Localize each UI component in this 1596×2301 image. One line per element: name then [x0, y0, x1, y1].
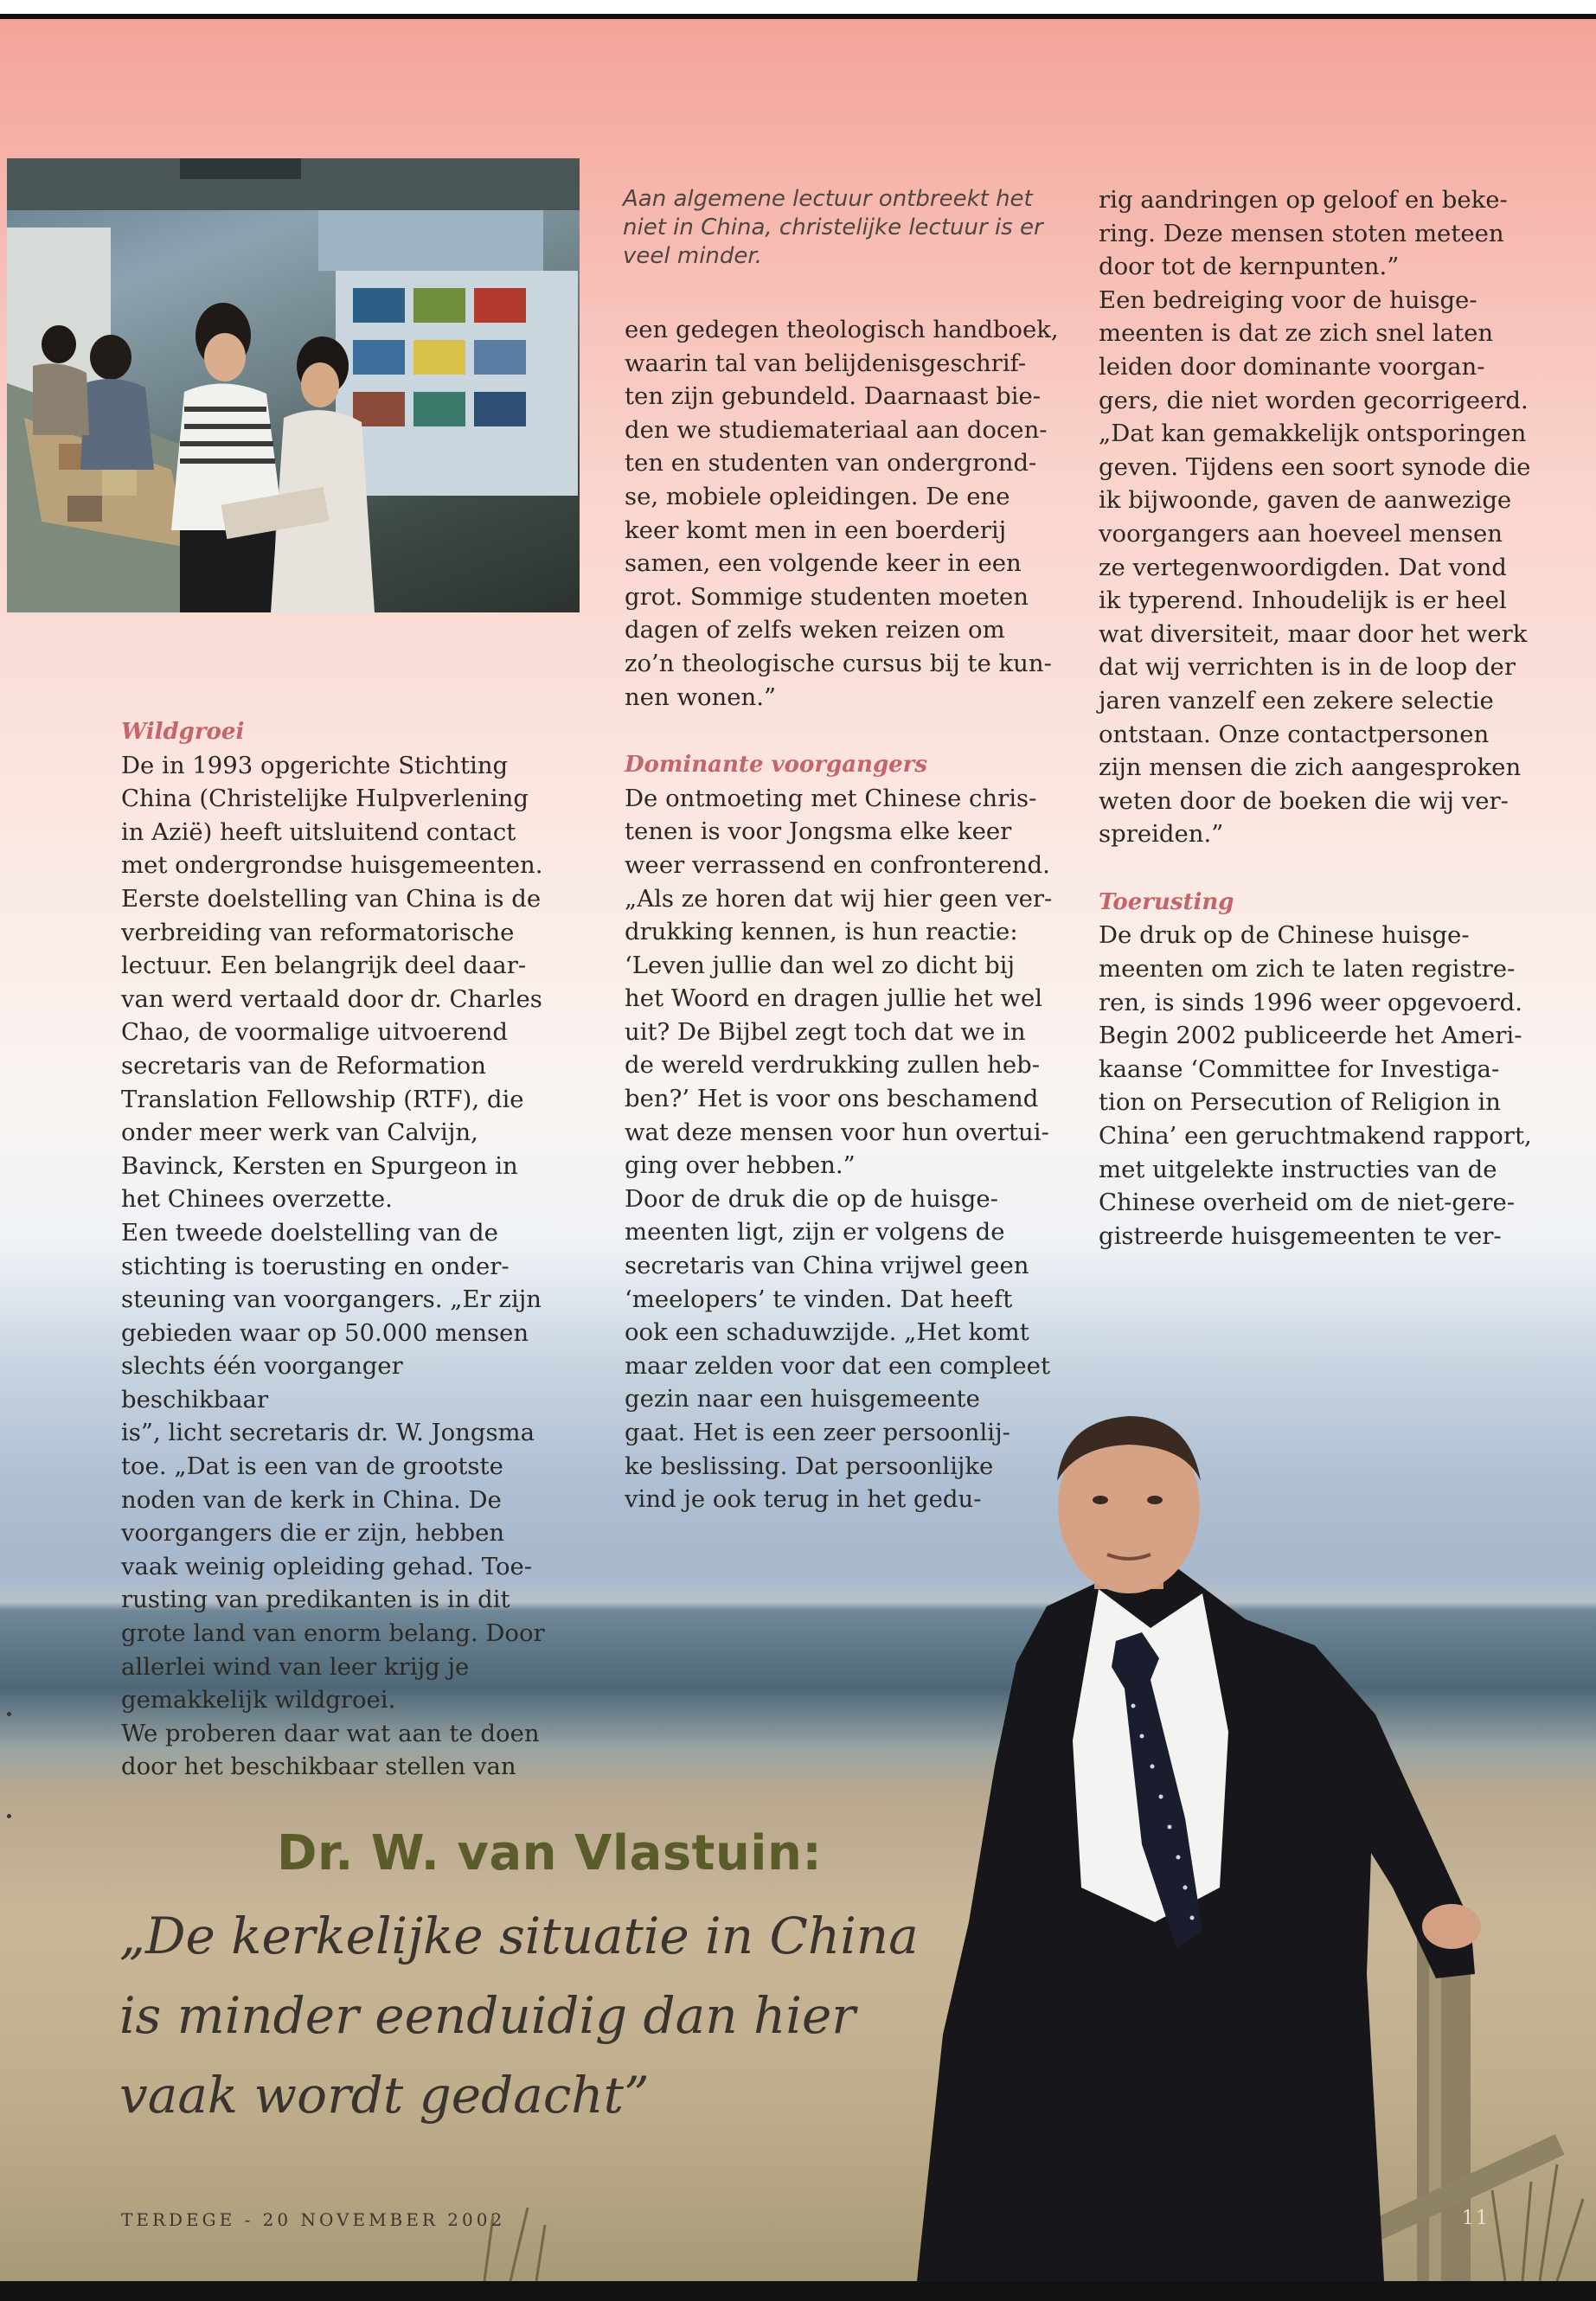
- text-line: grot. Sommige studenten moeten: [625, 582, 1029, 611]
- text-line: Translation Fellowship (RTF), die: [121, 1085, 524, 1113]
- quote-line: is minder eenduidig dan hier: [119, 1986, 856, 2045]
- text-line: leiden door dominante voorgan-: [1099, 352, 1485, 381]
- text-line: nen wonen.”: [625, 683, 777, 711]
- text-line: door het beschikbaar stellen van: [121, 1753, 516, 1781]
- text-line: ten en studenten van ondergrond-: [625, 449, 1037, 478]
- text-line: allerlei wind van leer krijg je: [121, 1652, 470, 1681]
- text-line: steuning van voorgangers. „Er zijn: [121, 1285, 542, 1314]
- text-line: ren, is sinds 1996 weer opgevoerd.: [1099, 988, 1522, 1016]
- text-line: voorgangers die er zijn, hebben: [121, 1519, 505, 1548]
- headline: Dr. W. van Vlastuin:: [277, 1825, 823, 1881]
- page-number: 11: [1462, 2208, 1490, 2229]
- text-line: ze vertegenwoordigden. Dat vond: [1099, 553, 1507, 581]
- quote-line: vaak wordt gedacht”: [119, 2066, 650, 2125]
- text-line: Een tweede doelstelling van de: [121, 1218, 498, 1247]
- text-line: De in 1993 opgerichte Stichting: [121, 751, 509, 779]
- text-line: secretaris van China vrijwel geen: [625, 1252, 1029, 1280]
- text-line: ontstaan. Onze contactpersonen: [1099, 720, 1490, 748]
- text-line: drukking kennen, is hun reactie:: [625, 918, 1018, 946]
- text-line: ik typerend. Inhoudelijk is er heel: [1099, 586, 1507, 615]
- text-line: ke beslissing. Dat persoonlijke: [625, 1452, 994, 1480]
- text-line: Bavinck, Kersten en Spurgeon in: [121, 1151, 518, 1180]
- text-line: door tot de kernpunten.”: [1099, 253, 1400, 281]
- text-line: wat deze mensen voor hun overtui-: [625, 1118, 1049, 1146]
- pull-quote: [119, 1896, 984, 2135]
- scan-mark: [7, 1712, 11, 1716]
- text-line: Chinese overheid om de niet-gere-: [1099, 1189, 1516, 1217]
- text-line: met ondergrondse huisgemeenten.: [121, 851, 543, 880]
- text-line: meenten is dat ze zich snel laten: [1099, 319, 1494, 348]
- text-line: gemakkelijk wildgroei.: [121, 1686, 396, 1715]
- text-line: gistreerde huisgemeenten te ver-: [1099, 1221, 1502, 1250]
- text-line: zijn mensen die zich aangesproken: [1099, 753, 1522, 782]
- text-line: samen, een volgende keer in een: [625, 549, 1022, 578]
- text-line: ook een schaduwzijde. „Het komt: [625, 1318, 1029, 1347]
- text-line: vaak weinig opleiding gehad. Toe-: [121, 1552, 533, 1580]
- text-line: zo’n theologische cursus bij te kun-: [625, 649, 1052, 677]
- subheading-dominante-voorgangers: Dominante voorgangers: [625, 752, 928, 779]
- text-line: van werd vertaald door dr. Charles: [121, 984, 542, 1013]
- text-line: secretaris van de Reformation: [121, 1051, 486, 1080]
- text-line: Begin 2002 publiceerde het Ameri-: [1099, 1022, 1522, 1050]
- text-line: het Woord en dragen jullie het wel: [625, 984, 1043, 1013]
- text-line: een gedegen theologisch handboek,: [625, 316, 1059, 343]
- text-line: uit? De Bijbel zegt toch dat we in: [625, 1017, 1026, 1046]
- text-line: waarin tal van belijdenisgeschrif-: [625, 349, 1027, 377]
- text-line: maar zelden voor dat een compleet: [625, 1351, 1051, 1380]
- text-line: is”, licht secretaris dr. W. Jongsma: [121, 1419, 535, 1447]
- text-line: ‘Leven jullie dan wel zo dicht bij: [625, 951, 1015, 979]
- text-line: se, mobiele opleidingen. De ene: [625, 482, 1010, 510]
- text-line: noden van de kerk in China. De: [121, 1485, 502, 1514]
- quote-line: „De kerkelijke situatie in China: [119, 1907, 919, 1965]
- subheading-toerusting: Toerusting: [1099, 888, 1234, 915]
- text-line: voorgangers aan hoeveel mensen: [1099, 519, 1503, 548]
- text-line: De ontmoeting met Chinese chris-: [625, 784, 1037, 812]
- text-line: ging over hebben.”: [625, 1151, 856, 1180]
- scan-mark: [7, 1814, 11, 1818]
- text-line: ring. Deze mensen stoten meteen: [1099, 219, 1504, 247]
- text-line: ben?’ Het is voor ons beschamend: [625, 1085, 1039, 1113]
- text-line: ten zijn gebundeld. Daarnaast bie-: [625, 382, 1042, 411]
- text-line: in Azië) heeft uitsluitend contact: [121, 817, 516, 846]
- text-line: Door de druk die op de huisge-: [625, 1184, 998, 1213]
- text-line: lectuur. Een belangrijk deel daar-: [121, 952, 527, 980]
- text-line: grote land van enorm belang. Door: [121, 1619, 545, 1648]
- text-line: Eerste doelstelling van China is de: [121, 884, 542, 913]
- top-rule: [0, 0, 1596, 19]
- text-line: het Chinees overzette.: [121, 1185, 393, 1214]
- text-line: China (Christelijke Hulpverlening: [121, 785, 529, 813]
- text-line: meenten om zich te laten registre-: [1099, 955, 1516, 984]
- text-line: spreiden.”: [1099, 820, 1224, 849]
- text-line: dagen of zelfs weken reizen om: [625, 616, 1005, 644]
- text-line: geven. Tijdens een soort synode die: [1099, 452, 1531, 481]
- text-line: China’ een geruchtmakend rapport,: [1099, 1122, 1532, 1150]
- text-line: meenten ligt, zijn er volgens de: [625, 1218, 1005, 1247]
- text-line: weten door de boeken die wij ver-: [1099, 786, 1509, 815]
- text-line: „Dat kan gemakkelijk ontsporingen: [1099, 420, 1527, 448]
- text-line: kaanse ‘Committee for Investiga-: [1099, 1054, 1500, 1083]
- text-line: Chao, de voormalige uitvoerend: [121, 1018, 508, 1047]
- text-line: wat diversiteit, maar door het werk: [1099, 619, 1528, 648]
- text-line: verbreiding van reformatorische: [121, 918, 515, 946]
- text-line: de wereld verdrukking zullen heb-: [625, 1051, 1040, 1080]
- magazine-page: [0, 19, 1596, 2281]
- text-line: Een bedreiging voor de huisge-: [1099, 285, 1477, 314]
- text-line: slechts één voorganger beschikbaar: [121, 1352, 403, 1413]
- text-line: jaren vanzelf een zekere selectie: [1099, 686, 1494, 715]
- text-line: tenen is voor Jongsma elke keer: [625, 817, 1012, 846]
- text-line: gebieden waar op 50.000 mensen: [121, 1318, 529, 1347]
- text-line: met uitgelekte instructies van de: [1099, 1155, 1497, 1183]
- text-line: gezin naar een huisgemeente: [625, 1385, 980, 1413]
- text-line: toe. „Dat is een van de grootste: [121, 1452, 503, 1481]
- text-line: De druk op de Chinese huisge-: [1099, 921, 1470, 950]
- text-line: ‘meelopers’ te vinden. Dat heeft: [625, 1285, 1013, 1313]
- text-line: tion on Persecution of Religion in: [1099, 1088, 1501, 1117]
- text-line: dat wij verrichten is in de loop der: [1099, 653, 1516, 682]
- text-line: gaat. Het is een zeer persoonlij-: [625, 1419, 1010, 1446]
- text-line: rusting van predikanten is in dit: [121, 1586, 510, 1614]
- text-line: keer komt men in een boerderij: [625, 516, 1007, 544]
- footer-issue: TERDEGE - 20 NOVEMBER 2002: [121, 2209, 506, 2230]
- text-line: den we studiemateriaal aan docen-: [625, 415, 1048, 444]
- text-line: gers, die niet worden gecorrigeerd.: [1099, 386, 1529, 414]
- text-line: weer verrassend en confronterend.: [625, 850, 1050, 879]
- text-line: vind je ook terug in het gedu-: [625, 1485, 982, 1514]
- text-line: „Als ze horen dat wij hier geen ver-: [625, 884, 1053, 913]
- text-line: onder meer werk van Calvijn,: [121, 1118, 478, 1147]
- text-line: We proberen daar wat aan te doen: [121, 1719, 540, 1747]
- photo-caption: Aan algemene lectuur ontbreekt het niet in China, christelijke lectuur is er veel minder.: [623, 186, 1043, 269]
- text-line: rig aandringen op geloof en beke-: [1099, 186, 1508, 214]
- text-line: stichting is toerusting en onder-: [121, 1252, 510, 1280]
- text-line: ik bijwoonde, gaven de aanwezige: [1099, 486, 1512, 515]
- bottom-rule: [0, 2281, 1596, 2301]
- subheading-wildgroei: Wildgroei: [121, 719, 245, 745]
